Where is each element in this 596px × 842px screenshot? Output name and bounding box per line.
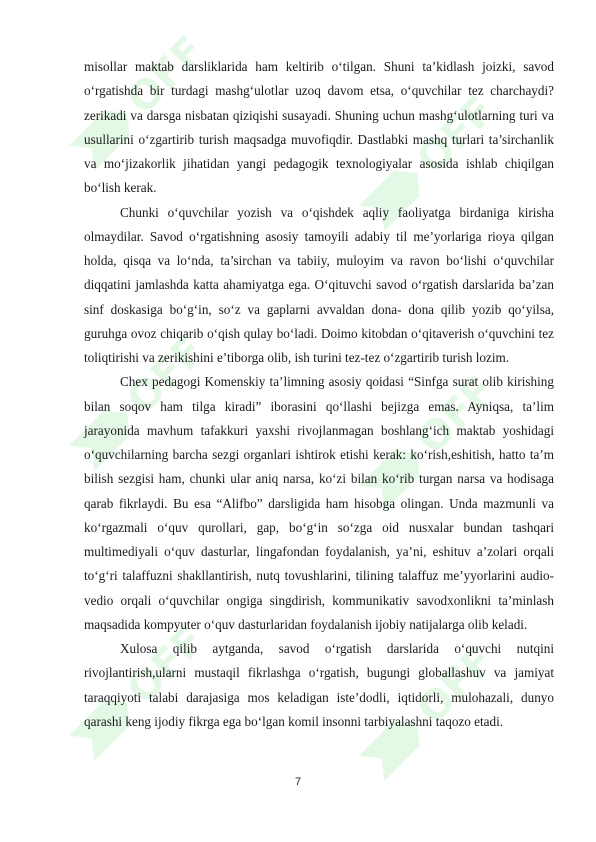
watermark-text: OFF <box>408 367 504 463</box>
body-text <box>84 55 554 734</box>
watermark-text: OFF <box>408 87 504 183</box>
watermark-text: OFF <box>118 617 214 713</box>
paragraph-1: misollar maktab darsliklarida ham keltirib o‘tilgan. Shuni ta’kidlash joizki, savod o‘rgatishda bir turdagi mashg‘ulotlar uzoq davom etsa, o‘quvchilar tez charchaydi? zerikadi va darsga nisbatan qiziqishi susayadi. Shuning uchun mashg‘ulotlarning turi va usullarini o‘zgartirib turish maqsadga muvofiqdir. Dastlabki mashq turlari ta’sirchanlik va mo‘jizakorlik jihatidan yangi pedagogik texnologiyalar asosida ishlab chiqilgan bo‘lish kerak. <box>84 59 554 196</box>
paragraph-3: Chex pedagogi Komenskiy ta’limning asosiy qoidasi “Sinfga surat olib kirishing bilan soqov ham tilga kiradi” iborasini qo‘llashi bejizga emas. Ayniqsa, ta’lim jarayonida mavhum tafakkuri yaxshi rivojlanmagan boshlang‘ich maktab yoshidagi o‘quvchilarning barcha sezgi organlari ishtirok etishi kerak: ko‘rish,eshitish, hatto ta’m bilish sezgisi ham, chunki ular aniq narsa, ko‘zi bilan ko‘rib turgan narsa va hodisaga qarab fikrlaydi. Bu esa “Alifbo” darsligida ham hisobga olingan. Unda mazmunli va ko‘rgazmali o‘quv qurollari, gap, bo‘g‘in so‘zga oid nusxalar bundan tashqari multimediyali o‘quv dasturlar, lingafondan foydalanish, ya’ni, eshituv a’zolari orqali to‘g‘ri talaffuzni shakllantirish, nutq tovushlarini, tilining talaffuz me’yyorlarini audio-vedio orqali o‘quvchilar ongiga singdirish, kommunikativ savodxonlikni ta’minlash maqsadida kompyuter o‘quv dasturlaridan foydalanish ijobiy natijalarga olib keladi. <box>84 374 554 632</box>
watermark-text: OFF <box>118 27 214 123</box>
paragraph-4: Xulosa qilib aytganda, savod o‘rgatish darslarida o‘quvchi nutqini rivojlantirish,ularni mustaqil fikrlashga o‘rgatish, bugungi globallashuv va jamiyat taraqqiyoti talabi darajasiga mos keladigan iste’dodli, iqtidorli, mulohazali, dunyo qarashi keng ijodiy fikrga ega bo‘lgan komil insonni tarbiyalashni taqozo etadi. <box>84 641 554 729</box>
page-number: 7 <box>294 776 302 788</box>
watermark-text: OFF <box>408 637 504 733</box>
watermark-text: OFF <box>118 327 214 423</box>
paragraph-2: Chunki o‘quvchilar yozish va o‘qishdek aqliy faoliyatga birdaniga kirisha olmaydilar. Savod o‘rgatishning asosiy tamoyili adabiy til me’yorlariga rioya qilgan holda, qisqa va lo‘nda, ta’sirchan va tabiiy, muloyim va ravon bo‘lishi o‘quvchilar diqqatini jamlashda katta ahamiyatga ega. O‘qituvchi savod o‘rgatish darslarida ba’zan sinf doskasiga bo‘g‘in, so‘z va gaplarni avvaldan dona- dona qilib yozib qo‘yilsa, guruhga ovoz chiqarib o‘qish qulay bo‘ladi. Doimo kitobdan o‘qitaverish o‘quvchini tez toliqtirishi va zerikishini e’tiborga olib, ish turini tez-tez o‘zgartirib turish lozim. <box>84 204 554 365</box>
